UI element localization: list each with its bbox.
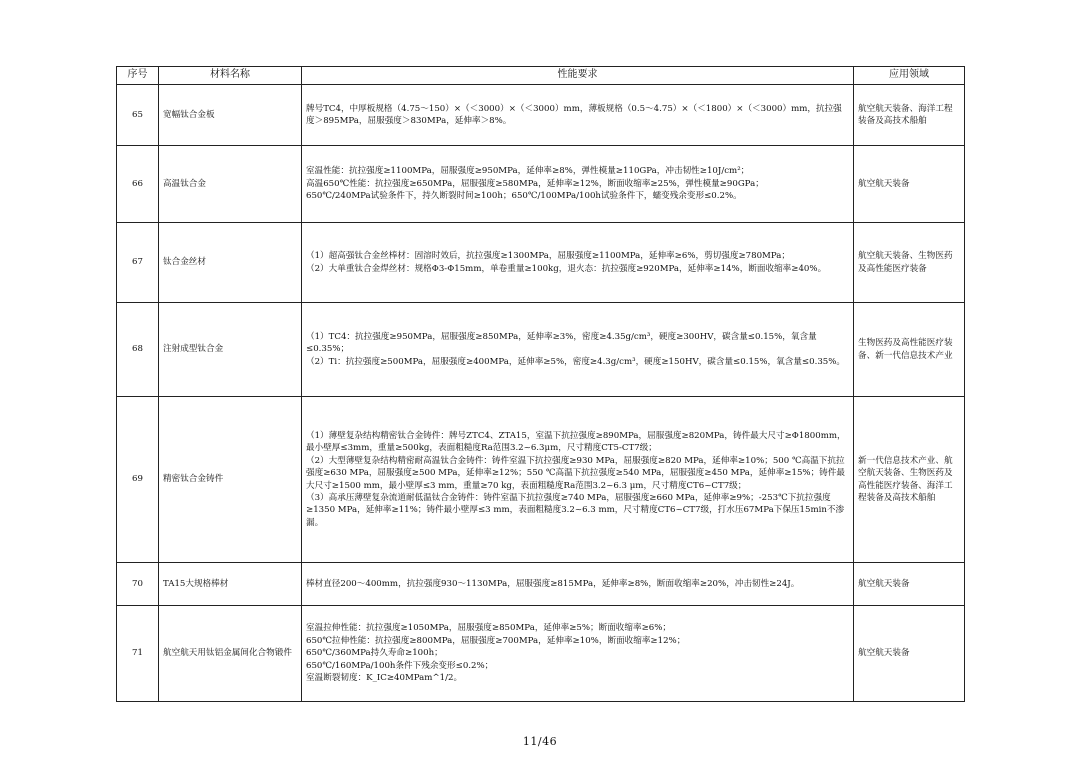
table-row <box>117 85 965 146</box>
table-header-row <box>117 67 965 85</box>
application-field: 生物医药及高性能医疗装备、新一代信息技术产业 <box>854 303 965 397</box>
table-row <box>117 146 965 223</box>
header-no: 序号 <box>117 67 159 85</box>
application-field: 新一代信息技术产业、航空航天装备、生物医药及高性能医疗装备、海洋工程装备及高技术船舶 <box>854 397 965 563</box>
performance-cell <box>302 223 854 303</box>
performance-cell <box>302 146 854 223</box>
material-name: TA15大规格棒材 <box>159 563 302 606</box>
table-row <box>117 397 965 563</box>
materials-spec-table <box>116 66 965 702</box>
performance-cell <box>302 563 854 606</box>
spec-line: 室温断裂韧度：K_IC≥40MPam^1/2。 <box>306 673 463 684</box>
performance-cell <box>302 303 854 397</box>
spec-line: 室温性能：抗拉强度≥1100MPa，屈服强度≥950MPa，延伸率≥8%，弹性模量≥110GPa，冲击韧性≥10J/cm²； <box>306 166 750 177</box>
row-number: 68 <box>117 303 159 397</box>
application-field: 航空航天装备 <box>854 146 965 223</box>
row-number: 71 <box>117 606 159 702</box>
spec-line: （2）大型薄壁复杂结构精密耐高温钛合金铸件：铸件室温下抗拉强度≥930 MPa，屈服强度≥820 MPa，延伸率≥10%；500 ℃高温下抗拉强度≥630 MPa，屈服强度≥500 MPa，延伸率≥12%；550 ℃高温下抗拉强度≥540 MPa，屈服强度≥450 MPa，延伸率≥15%；铸件最大尺寸≥1500 mm，最小壁厚≤3 mm，重量≥70 kg，表面粗糙度Ra范围3.2~6.3 μm，尺寸精度CT6~CT7级； <box>306 455 845 491</box>
performance-cell <box>302 606 854 702</box>
spec-line: （2）Ti：抗拉强度≥500MPa，屈服强度≥400MPa，延伸率≥5%，密度≥4.3g/cm³，硬度≥150HV，碳含量≤0.15%，氧含量≤0.35%。 <box>306 356 846 367</box>
spec-line: 高温650℃性能：抗拉强度≥650MPa，屈服强度≥580MPa，延伸率≥12%，断面收缩率≥25%，弹性模量≥90GPa； <box>306 178 764 189</box>
row-number: 67 <box>117 223 159 303</box>
spec-line: （1）TC4：抗拉强度≥950MPa，屈服强度≥850MPa，延伸率≥3%，密度≥4.35g/cm³，硬度≥300HV，碳含量≤0.15%，氧含量≤0.35%； <box>306 331 817 355</box>
header-application: 应用领域 <box>854 67 965 85</box>
spec-line: 650℃/160MPa/100h条件下残余变形≤0.2%； <box>306 660 494 671</box>
application-field: 航空航天装备、生物医药及高性能医疗装备 <box>854 223 965 303</box>
performance-cell <box>302 85 854 146</box>
table-row <box>117 606 965 702</box>
application-field: 航空航天装备、海洋工程装备及高技术船舶 <box>854 85 965 146</box>
material-name: 钛合金丝材 <box>159 223 302 303</box>
performance-cell <box>302 397 854 563</box>
application-field: 航空航天装备 <box>854 606 965 702</box>
material-name: 航空航天用钛铝金属间化合物锻件 <box>159 606 302 702</box>
spec-line: 牌号TC4，中厚板规格（4.75～150）×（＜3000）×（＜3000）mm，薄板规格（0.5～4.75）×（＜1800）×（＜3000）mm，抗拉强度＞895MPa，屈服强度＞830MPa，延伸率＞8%。 <box>306 103 842 126</box>
material-name: 高温钛合金 <box>159 146 302 223</box>
spec-line: 650℃/360MPa持久寿命≥100h； <box>306 648 443 659</box>
table-row <box>117 303 965 397</box>
table-row <box>117 563 965 606</box>
spec-line: （1）超高强钛合金丝棒材：固溶时效后，抗拉强度≥1300MPa，屈服强度≥1100MPa，延伸率≥6%，剪切强度≥780MPa； <box>306 251 790 262</box>
spec-line: 650℃拉伸性能：抗拉强度≥800MPa，屈服强度≥700MPa，延伸率≥10%，断面收缩率≥12%； <box>306 635 686 646</box>
spec-line: （1）薄壁复杂结构精密钛合金铸件：牌号ZTC4、ZTA15，室温下抗拉强度≥890MPa，屈服强度≥820MPa，铸件最大尺寸≥Φ1800mm，最小壁厚≤3mm，重量≥500kg，表面粗糙度Ra范围3.2~6.3μm，尺寸精度CT5-CT7级； <box>306 430 846 454</box>
material-name: 宽幅钛合金板 <box>159 85 302 146</box>
material-name: 注射成型钛合金 <box>159 303 302 397</box>
row-number: 69 <box>117 397 159 563</box>
material-name: 精密钛合金铸件 <box>159 397 302 563</box>
spec-line: 棒材直径200～400mm，抗拉强度930～1130MPa，屈服强度≥815MPa，延伸率≥8%，断面收缩率≥20%，冲击韧性≥24J。 <box>306 578 800 589</box>
spec-line: 650℃/240MPa试验条件下，持久断裂时间≥100h；650℃/100MPa/100h试验条件下，蠕变残余变形≤0.2%。 <box>306 191 742 202</box>
row-number: 65 <box>117 85 159 146</box>
spec-line: （2）大单重钛合金焊丝材：规格Φ3-Φ15mm，单卷重量≥100kg，退火态：抗拉强度≥920MPa，延伸率≥14%，断面收缩率≥40%。 <box>306 263 827 274</box>
row-number: 70 <box>117 563 159 606</box>
table-row <box>117 223 965 303</box>
application-field: 航空航天装备 <box>854 563 965 606</box>
spec-line: 室温拉伸性能：抗拉强度≥1050MPa，屈服强度≥850MPa，延伸率≥5%；断面收缩率≥6%； <box>306 623 672 634</box>
header-material-name: 材料名称 <box>159 67 302 85</box>
page-number: 11/46 <box>522 735 558 748</box>
header-performance: 性能要求 <box>302 67 854 85</box>
row-number: 66 <box>117 146 159 223</box>
spec-line: （3）高承压薄壁复杂流道耐低温钛合金铸件：铸件室温下抗拉强度≥740 MPa，屈服强度≥660 MPa，延伸率≥9%；-253℃下抗拉强度≥1350 MPa，延伸率≥11%；铸件最小壁厚≤3 mm，表面粗糙度3.2~6.3 mm，尺寸精度CT6~CT7级，打水压67MPa下保压15min不渗漏。 <box>306 492 845 528</box>
